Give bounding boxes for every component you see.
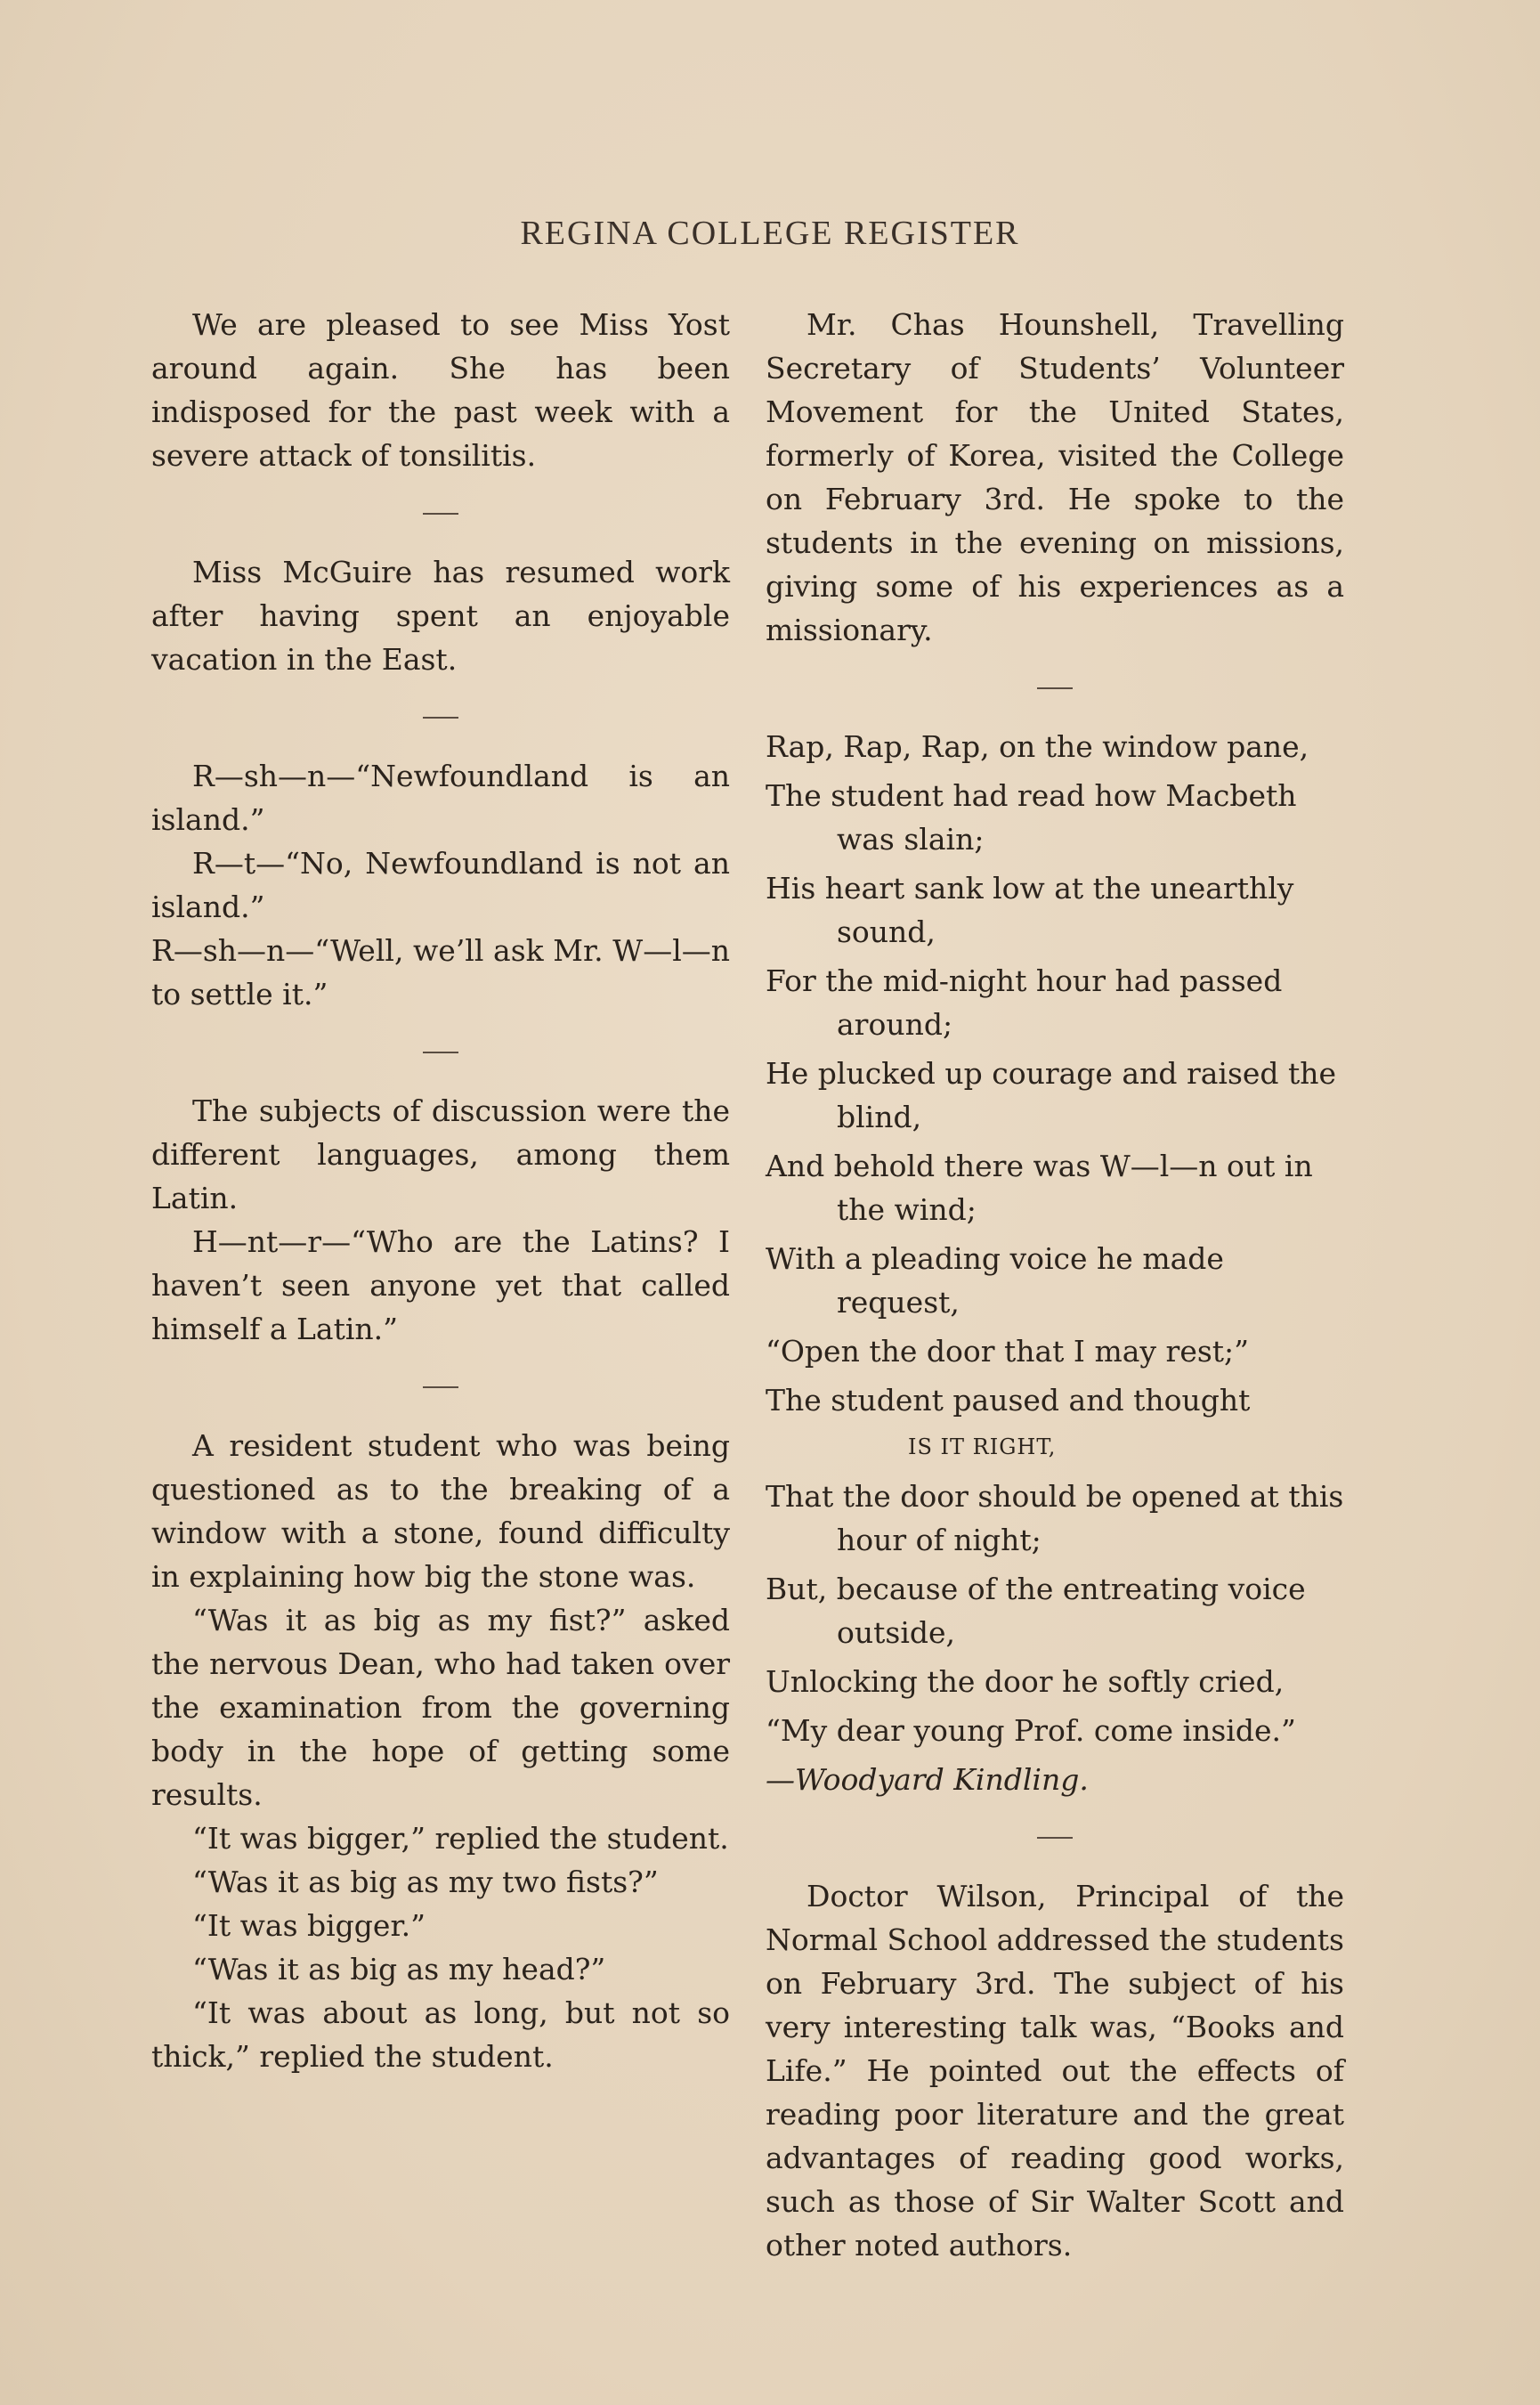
poem-line: And behold there was W—l—n out in the wind; bbox=[766, 1149, 1313, 1227]
dialogue-line: R—t—“No, Newfoundland is not an island.” bbox=[151, 846, 730, 924]
poem-line: With a pleading voice he made request, bbox=[766, 1241, 1224, 1320]
separator bbox=[1037, 1837, 1073, 1839]
item-hounshell: Mr. Chas Hounshell, Travelling Secretary of Students’ Volunteer Movement for the United States, formerly of Korea, visited the College on February 3rd. He spoke to the students in the evening on missions, giving some of his experiences as a missionary. bbox=[766, 307, 1344, 647]
item-miss-mcguire: Miss McGuire has resumed work after having spent an enjoyable vacation in the East. bbox=[151, 555, 730, 677]
left-column bbox=[151, 303, 730, 2078]
poem-line: Unlocking the door he softly cried, bbox=[766, 1664, 1285, 1699]
poem-line: But, because of the entreating voice outside, bbox=[766, 1572, 1306, 1650]
masthead: REGINA COLLEGE REGISTER bbox=[520, 215, 1020, 252]
story-paragraph: “Was it as big as my head?” bbox=[192, 1952, 606, 1987]
poem-line: “My dear young Prof. come inside.” bbox=[766, 1713, 1296, 1748]
poem-line: Rap, Rap, Rap, on the window pane, bbox=[766, 729, 1309, 764]
separator bbox=[423, 717, 458, 719]
right-column bbox=[766, 303, 1344, 2267]
item-doctor-wilson: Doctor Wilson, Principal of the Normal School addressed the students on February 3rd. The subject of his very interesting talk was, “Books and Life.” He pointed out the effects of reading poor literature and the great advantages of reading good works, such as those of Sir Walter Scott and other noted authors. bbox=[766, 1879, 1344, 2263]
poem-attribution: —Woodyard Kindling. bbox=[766, 1762, 1089, 1797]
poem-line: That the door should be opened at this hour of night; bbox=[766, 1479, 1344, 1557]
item-miss-yost: We are pleased to see Miss Yost around again. She has been indisposed for the past week with a severe attack of tonsilitis. bbox=[151, 307, 730, 473]
separator bbox=[423, 513, 458, 515]
dialogue-line: H—nt—r—“Who are the Latins? I haven’t seen anyone yet that called himself a Latin.” bbox=[151, 1224, 730, 1346]
poem bbox=[766, 725, 1344, 1752]
poem-line: He plucked up courage and raised the blind, bbox=[766, 1056, 1337, 1134]
dialogue-line: R—sh—n—“Well, we’ll ask Mr. W—l—n to settle it.” bbox=[151, 933, 730, 1012]
poem-line: “Open the door that I may rest;” bbox=[766, 1334, 1250, 1369]
story-paragraph: A resident student who was being questioned as to the breaking of a window with a stone, found difficulty in explaining how big the stone was. bbox=[151, 1428, 730, 1594]
poem-smallcaps: IS IT RIGHT, bbox=[908, 1434, 1057, 1459]
story-paragraph: “Was it as big as my fist?” asked the nervous Dean, who had taken over the examination from the governing body in the hope of getting some results. bbox=[151, 1603, 730, 1812]
item-latin: The subjects of discussion were the different languages, among them Latin. bbox=[151, 1093, 730, 1215]
poem-line: His heart sank low at the unearthly sound, bbox=[766, 871, 1294, 949]
separator bbox=[423, 1052, 458, 1053]
story-paragraph: “Was it as big as my two fists?” bbox=[192, 1865, 659, 1899]
separator bbox=[423, 1386, 458, 1388]
poem-line: For the mid-night hour had passed around; bbox=[766, 963, 1283, 1042]
story-paragraph: “It was bigger,” replied the student. bbox=[192, 1821, 729, 1856]
dialogue-line: R—sh—n—“Newfoundland is an island.” bbox=[151, 759, 730, 837]
story-paragraph: “It was about as long, but not so thick,” replied the student. bbox=[151, 1995, 730, 2074]
poem-line-text: The student paused and thought bbox=[766, 1383, 1251, 1418]
story-paragraph: “It was bigger.” bbox=[192, 1908, 426, 1943]
poem-line bbox=[766, 1378, 1344, 1469]
separator bbox=[1037, 687, 1073, 689]
poem-line: The student had read how Macbeth was slain; bbox=[766, 778, 1297, 857]
